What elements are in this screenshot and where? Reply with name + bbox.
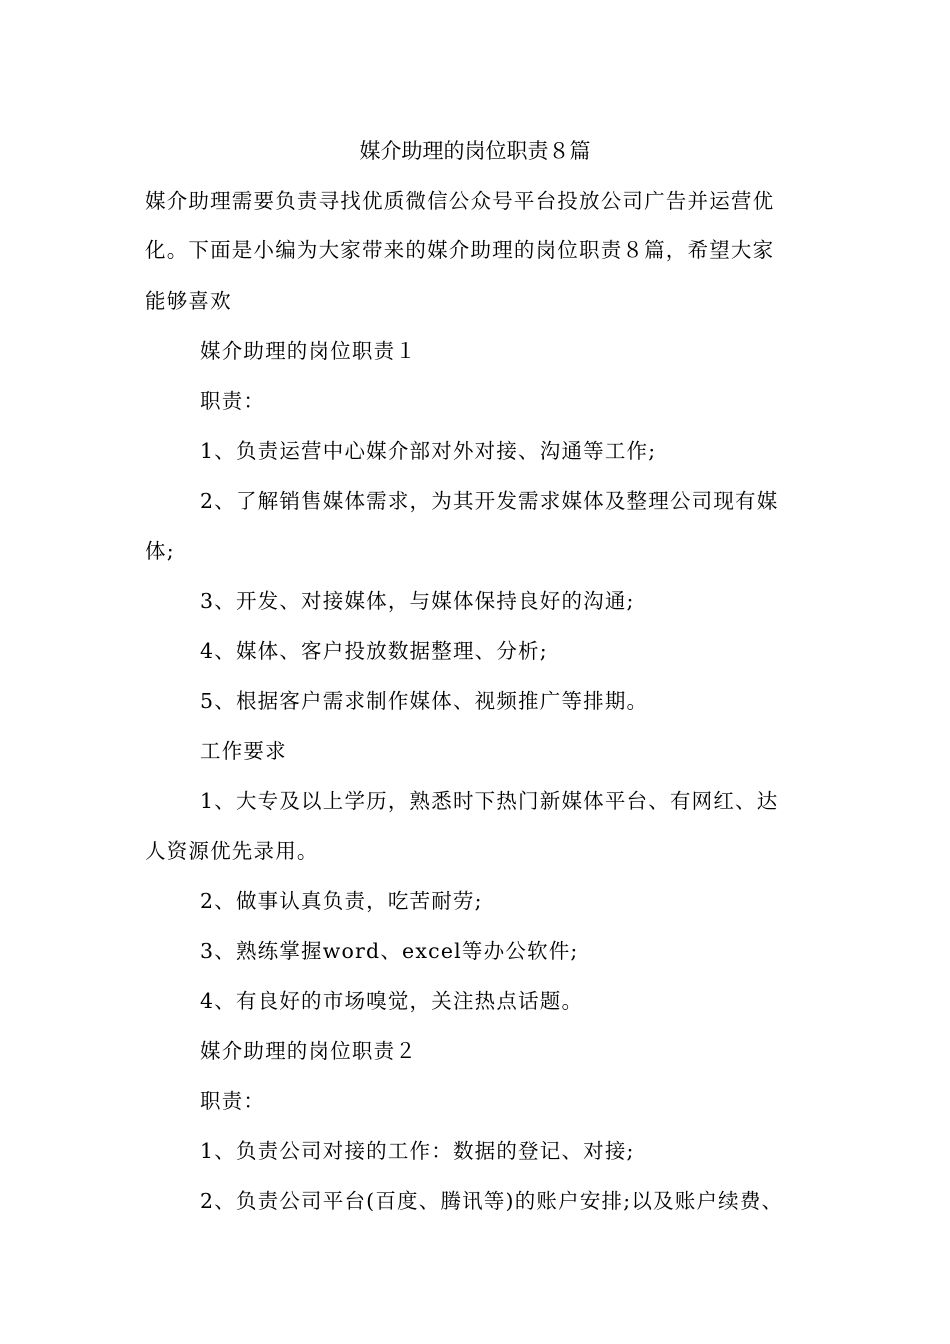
list-item: 4、有良好的市场嗅觉，关注热点话题。 — [200, 989, 584, 1013]
list-item: 2、负责公司平台(百度、腾讯等)的账户安排;以及账户续费、 — [200, 1189, 784, 1213]
document-title: 媒介助理的岗位职责８篇 — [359, 139, 591, 163]
list-item-continuation: 体; — [145, 539, 175, 563]
list-item: 1、负责公司对接的工作：数据的登记、对接; — [200, 1139, 635, 1163]
body-line: 能够喜欢 — [145, 289, 232, 313]
list-item: 4、媒体、客户投放数据整理、分析; — [200, 639, 548, 663]
section-heading: 媒介助理的岗位职责２ — [200, 1039, 417, 1063]
list-item: 2、做事认真负责，吃苦耐劳; — [200, 889, 483, 913]
body-line: 化。下面是小编为大家带来的媒介助理的岗位职责８篇，希望大家 — [145, 238, 775, 262]
list-item: 3、熟练掌握word、excel等办公软件; — [200, 939, 579, 963]
body-line: 职责： — [200, 389, 266, 413]
list-item: 3、开发、对接媒体，与媒体保持良好的沟通; — [200, 589, 635, 613]
body-line: 媒介助理需要负责寻找优质微信公众号平台投放公司广告并运营优 — [145, 189, 775, 213]
body-line: 工作要求 — [200, 739, 287, 763]
list-item: 1、大专及以上学历，熟悉时下热门新媒体平台、有网红、达 — [200, 789, 779, 813]
list-item: 1、负责运营中心媒介部对外对接、沟通等工作; — [200, 439, 657, 463]
body-line: 职责： — [200, 1089, 266, 1113]
list-item: 5、根据客户需求制作媒体、视频推广等排期。 — [200, 689, 649, 713]
section-heading: 媒介助理的岗位职责１ — [200, 339, 417, 363]
list-item: 2、了解销售媒体需求，为其开发需求媒体及整理公司现有媒 — [200, 489, 779, 513]
list-item-continuation: 人资源优先录用。 — [145, 839, 319, 863]
